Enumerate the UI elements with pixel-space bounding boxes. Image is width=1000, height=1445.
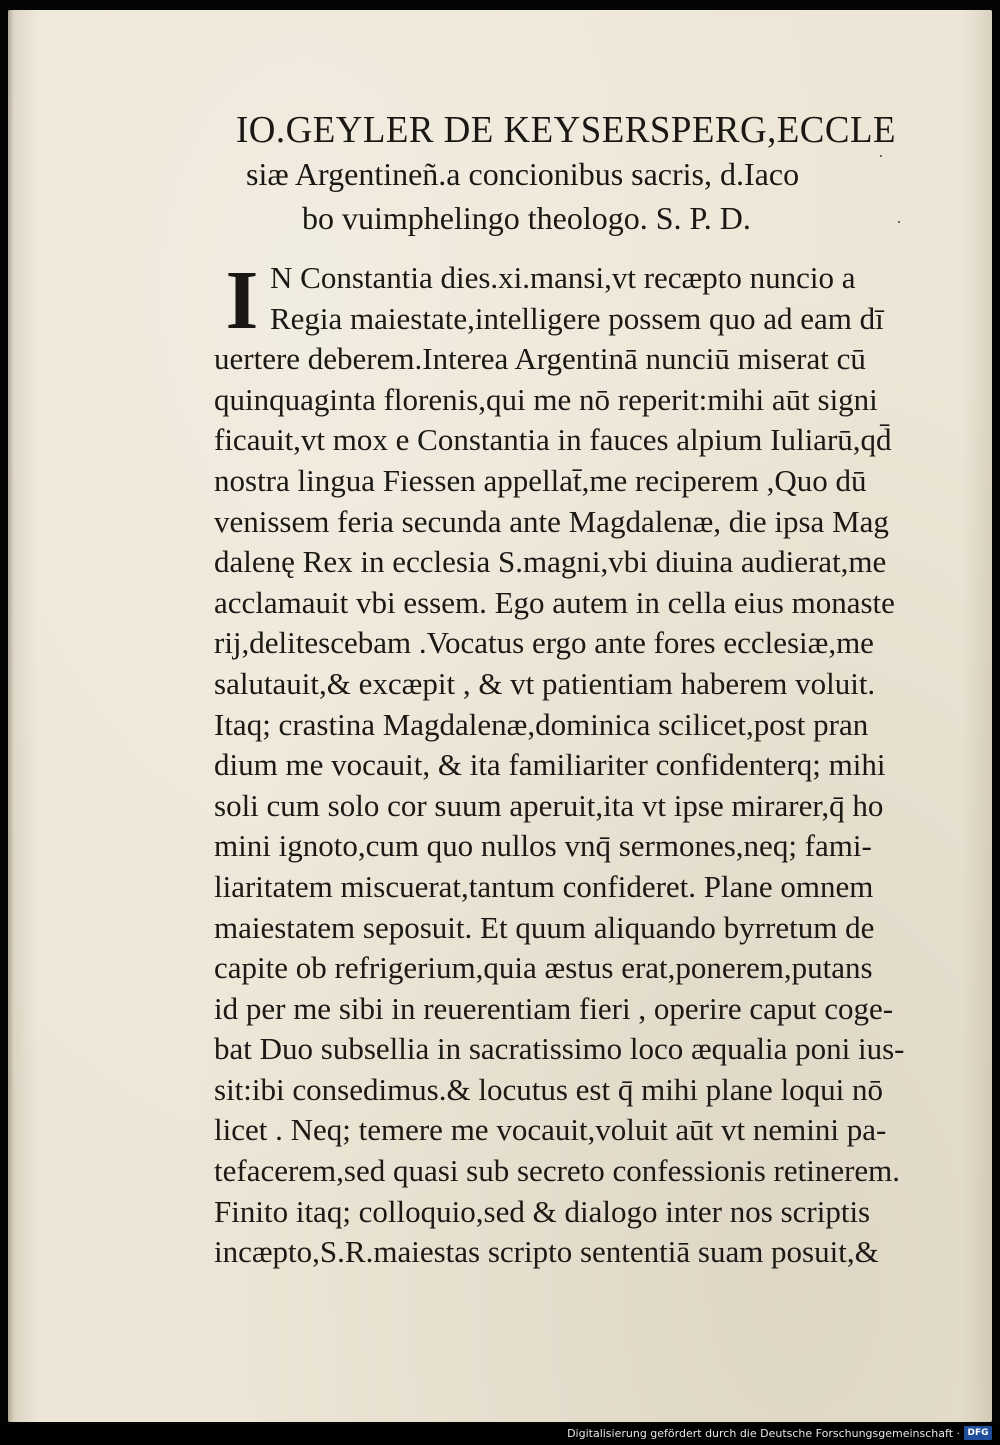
text-line: quinquaginta florenis,qui me nō reperit:mihi aūt signi [214,381,878,417]
page-edge-shadow [8,10,14,1422]
heading-line-1: IO.GEYLER DE KEYSERSPERG,ECCLE [236,109,896,151]
text-line: incæpto,S.R.maiestas scripto sententiā suam posuit,& [214,1234,879,1270]
margin-mark: · [896,212,902,232]
text-line: liaritatem miscuerat,tantum confideret. Plane omnem [214,868,874,904]
text-line: salutauit,& excæpit , & vt patientiam haberem voluit. [214,665,876,701]
text-line: tefacerem,sed quasi sub secreto confessionis retinerem. [214,1153,901,1189]
dfg-logo: DFG [964,1426,992,1440]
heading-line-3: bo vuimphelingo theologo. S. P. D. [302,200,751,236]
text-line: licet . Neq; temere me vocauit,voluit aūt vt nemini pa- [214,1112,887,1148]
letter-body [214,254,934,1273]
text-line: ficauit,vt mox e Constantia in fauces alpium Iuliarū,qd̄ [214,422,892,458]
text-line: sit:ibi consedimus.& locutus est q̄ mihi plane loqui nō [214,1071,884,1107]
text-line: Finito itaq; colloquio,sed & dialogo inter nos scriptis [214,1193,871,1229]
text-line: Itaq; crastina Magdalenæ,dominica scilicet,post pran [214,706,869,742]
text-line: soli cum solo cor suum aperuit,ita vt ipse mirarer,q̄ ho [214,787,884,823]
text-line: acclamauit vbi essem. Ego autem in cella eius monaste [214,584,895,620]
text-line: capite ob refrigerium,quia æstus erat,ponerem,putans [214,950,873,986]
funding-credit: Digitalisierung gefördert durch die Deutsche Forschungsgemeinschaft · [567,1427,960,1440]
margin-mark: · [878,146,884,166]
heading-line-2: siæ Argentineñ.a concionibus sacris, d.Iaco [246,156,800,192]
text-line: Regia maiestate,intelligere possem quo ad eam dī [270,300,884,336]
text-line: bat Duo subsellia in sacratissimo loco æqualia poni ius- [214,1031,905,1067]
text-line: dalenę Rex in ecclesia S.magni,vbi diuina audierat,me [214,544,887,580]
text-line: N Constantia dies.xi.mansi,vt recæpto nuncio a [270,260,856,295]
letter-heading [236,108,896,240]
text-line: uertere deberem.Interea Argentinā nunciū miserat cū [214,341,866,377]
text-line: mini ignoto,cum quo nullos vnq̄ sermones,neq; fami- [214,828,872,864]
text-line: venissem feria secunda ante Magdalenæ, die ipsa Mag [214,503,889,539]
text-line: rij,delitescebam .Vocatus ergo ante fores ecclesiæ,me [214,625,874,661]
text-line: dium me vocauit, & ita familiariter confidenterq; mihi [214,747,886,783]
decorated-initial: I [225,254,259,347]
text-line: nostra lingua Fiessen appellat̄,me reciperem ,Quo dū [214,462,867,498]
text-line: id per me sibi in reuerentiam fieri , operire caput coge- [214,990,894,1026]
text-line: maiestatem seposuit. Et quum aliquando byrretum de [214,909,875,945]
